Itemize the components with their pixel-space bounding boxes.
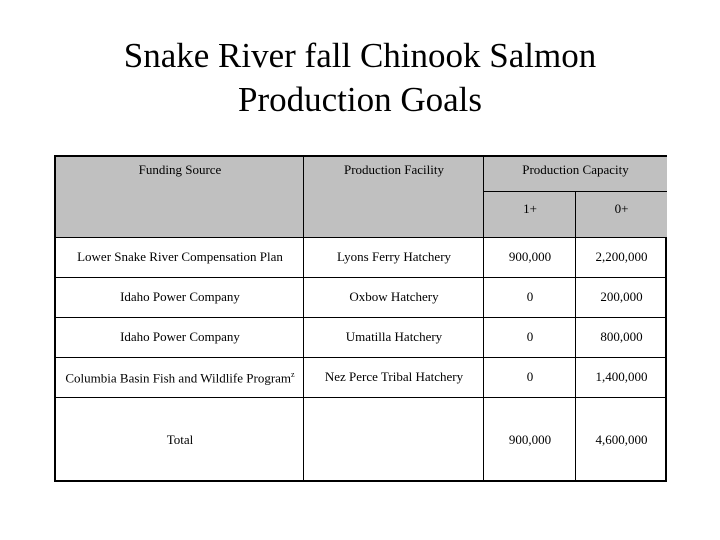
total-1plus: 900,000 (508, 431, 552, 447)
header-1plus: 1+ (523, 201, 537, 216)
row-1-1plus: 900,000 (508, 249, 552, 264)
column-divider (483, 157, 484, 482)
header-funding-source: Funding Source (138, 162, 222, 177)
column-divider (575, 191, 576, 482)
row-divider (56, 317, 667, 318)
row-divider (56, 357, 667, 358)
row-1-facility: Lyons Ferry Hatchery (336, 249, 452, 264)
row-4-facility: Nez Perce Tribal Hatchery (324, 369, 464, 384)
header-production-capacity: Production Capacity (522, 162, 629, 177)
row-4-0plus: 1,400,000 (595, 369, 648, 384)
row-4-source (64, 357, 296, 397)
column-divider (303, 157, 304, 482)
row-1-source: Lower Snake River Compensation Plan (77, 249, 283, 264)
row-3-0plus: 800,000 (600, 329, 643, 344)
row-2-source: Idaho Power Company (120, 289, 240, 304)
row-1-0plus: 2,200,000 (595, 249, 648, 264)
header-0plus: 0+ (614, 201, 629, 216)
row-4-source-text: Columbia Basin Fish and Wildlife Program (65, 370, 292, 386)
slide-title (0, 34, 720, 122)
row-divider (56, 277, 667, 278)
header-production-facility: Production Facility (343, 162, 445, 177)
row-divider (484, 191, 667, 192)
title-line-2: Production Goals (237, 80, 482, 119)
total-label: Total (166, 431, 194, 447)
row-divider (56, 237, 667, 238)
row-2-facility: Oxbow Hatchery (349, 289, 439, 304)
row-4-1plus: 0 (526, 369, 534, 384)
total-0plus: 4,600,000 (595, 431, 648, 447)
row-3-source: Idaho Power Company (120, 329, 240, 344)
footnote-marker: z (291, 370, 295, 380)
row-2-1plus: 0 (526, 289, 534, 304)
row-2-0plus: 200,000 (600, 289, 643, 304)
production-goals-table (54, 155, 667, 482)
row-divider (56, 397, 667, 398)
row-3-1plus: 0 (526, 329, 534, 344)
row-3-facility: Umatilla Hatchery (345, 329, 443, 344)
title-line-1: Snake River fall Chinook Salmon (123, 36, 597, 75)
